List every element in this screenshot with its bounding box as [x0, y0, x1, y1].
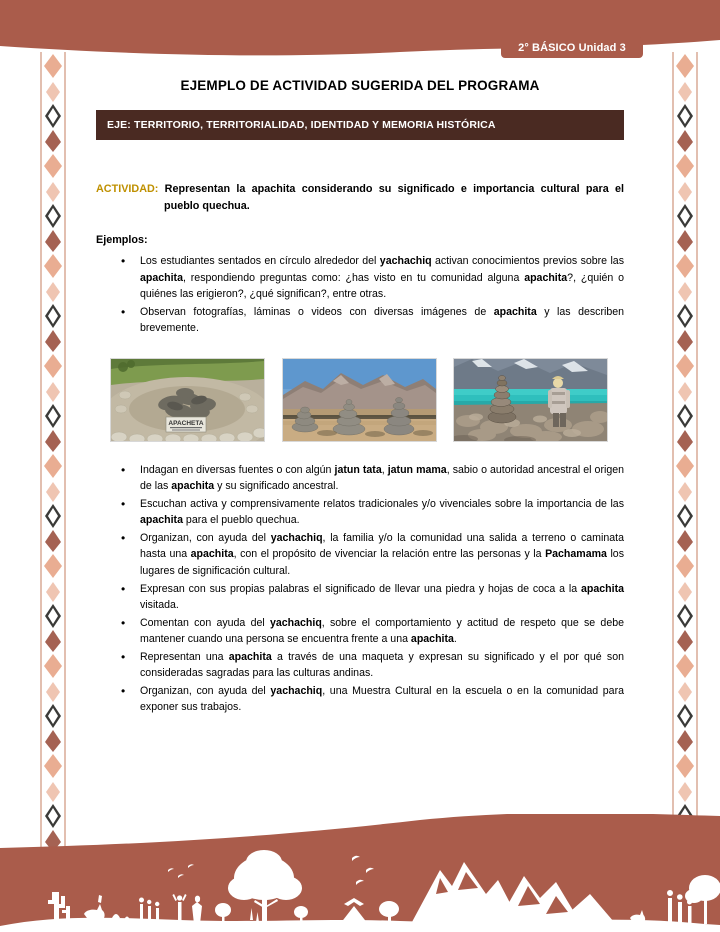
- list-item-text: Organizan, con ayuda del yachachiq, la familia y/o la comunidad una salida a terreno o caminata hasta una apachita, con el propósito de vivenciar la relación entre las personas y la Pachamama los lugares de significación cultural.: [140, 532, 624, 577]
- eje-bar: EJE: TERRITORIO, TERRITORIALIDAD, IDENTIDAD Y MEMORIA HISTÓRICA: [96, 110, 624, 140]
- list-item-text: Representan una apachita a través de una maqueta y expresan su significado y el por qué son consideradas sagradas para las culturas andinas.: [140, 650, 624, 680]
- activity-block: [96, 181, 624, 214]
- list-item: [130, 462, 624, 494]
- photo-apacheta-with-sign: [110, 358, 265, 442]
- photo-apachetas-mountain: [282, 358, 437, 442]
- photo-apacheta-lake: [453, 358, 608, 442]
- list-item-text: Escuchan activa y comprensivamente relatos tradicionales y/o vivenciales sobre la importancia de las apachita para el pueblo quechua.: [140, 498, 624, 527]
- list-item: [130, 615, 624, 647]
- examples-bottom-list: [96, 462, 624, 715]
- examples-heading: Ejemplos:: [96, 234, 148, 247]
- activity-label: ACTIVIDAD:: [96, 183, 159, 195]
- textile-border-right: [672, 52, 698, 852]
- list-item: [130, 253, 624, 301]
- list-item-text: Organizan, con ayuda del yachachiq, una Muestra Cultural en la escuela o en la comunidad para exponer sus trabajos.: [140, 685, 624, 714]
- examples-top-list: [96, 253, 624, 335]
- header-band: [0, 0, 720, 72]
- unit-badge: 2° BÁSICO Unidad 3: [501, 37, 643, 58]
- photo-row: [110, 358, 608, 442]
- list-item: [130, 683, 624, 715]
- list-item: [130, 496, 624, 528]
- page-title: EJEMPLO DE ACTIVIDAD SUGERIDA DEL PROGRAMA: [180, 78, 540, 93]
- list-item: [130, 530, 624, 578]
- list-item: [130, 649, 624, 681]
- list-item-text: Los estudiantes sentados en círculo alrededor del yachachiq activan conocimientos previos sobre las apachita, respondiendo preguntas como: ¿has visto en tu comunidad alguna apachita?, ¿quién o quiénes las erigieron?, ¿qué significan?, entre otras.: [140, 255, 624, 300]
- list-item: [130, 581, 624, 613]
- list-item: [130, 304, 624, 336]
- list-item-text: Expresan con sus propias palabras el significado de llevar una piedra y hojas de coca a la apachita visitada.: [140, 582, 624, 611]
- svg-text:APACHETA: APACHETA: [168, 419, 204, 427]
- document-content: [96, 78, 624, 717]
- list-item-text: Indagan en diversas fuentes o con algún jatun tata, jatun mama, sabio o autoridad ancestral el origen de las apachita y su significado ancestral.: [140, 463, 625, 493]
- list-item-text: Comentan con ayuda del yachachiq, sobre el comportamiento y actitud de respeto que se debe mantener cuando una persona se encuentra frente a una apachita.: [140, 616, 625, 645]
- textile-border-left: [40, 52, 66, 852]
- list-item-text: Observan fotografías, láminas o videos con diversas imágenes de apachita y las describen brevemente.: [140, 305, 625, 334]
- activity-text: Representan la apachita considerando su significado e importancia cultural para el pueblo quechua.: [164, 183, 624, 212]
- footer-landscape-band: [0, 814, 720, 932]
